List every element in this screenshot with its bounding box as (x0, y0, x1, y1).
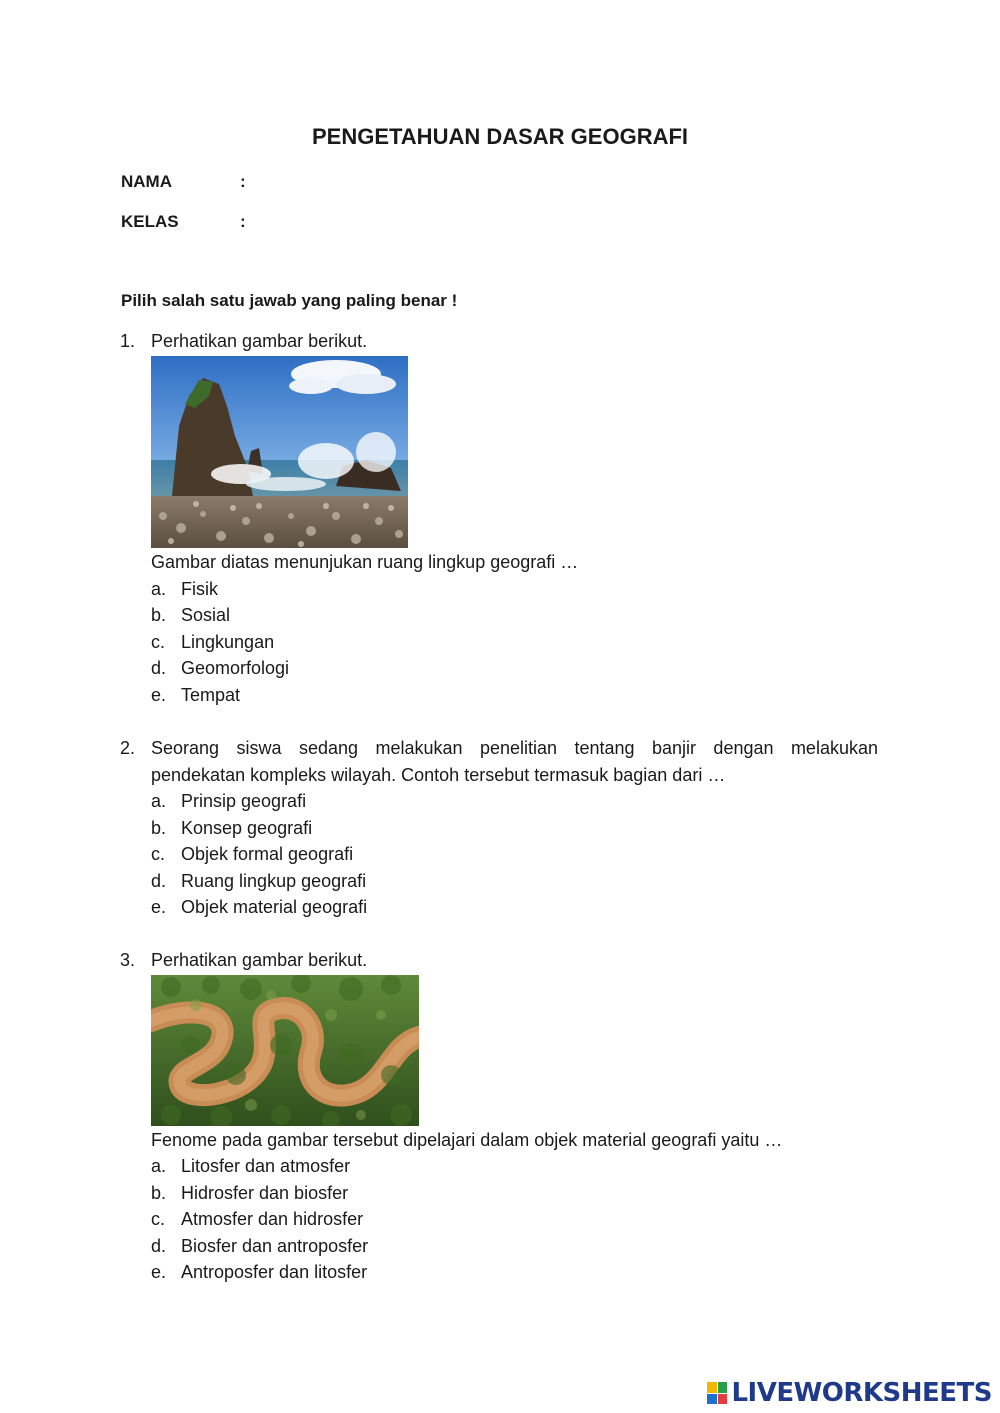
option-letter: c. (151, 844, 166, 864)
option-letter: a. (151, 1156, 167, 1176)
option-text: Fisik (181, 579, 218, 599)
option-text: Litosfer dan atmosfer (181, 1156, 351, 1176)
liveworksheets-logo-icon (707, 1382, 727, 1404)
option-letter: e. (151, 685, 167, 705)
question-intro: Perhatikan gambar berikut. (151, 950, 368, 970)
option-letter: b. (151, 605, 167, 625)
option-letter: b. (151, 1183, 167, 1203)
question-prompt: Fenome pada gambar tersebut dipelajari dalam objek material geografi yaitu … (151, 1130, 783, 1150)
question-text-line2: pendekatan kompleks wilayah. Contoh tersebut termasuk bagian dari … (151, 765, 726, 785)
option-text: Konsep geografi (181, 818, 313, 838)
name-colon: : (240, 172, 246, 191)
option-letter: a. (151, 579, 167, 599)
question-number: 3. (120, 950, 136, 970)
name-label: NAMA (121, 172, 172, 191)
option-letter: c. (151, 1209, 166, 1229)
option-letter: e. (151, 897, 167, 917)
question-text-line1: Seorang siswa sedang melakukan penelitian tentang banjir dengan melakukan (151, 738, 878, 758)
option-text: Tempat (181, 685, 241, 705)
question-number: 2. (120, 738, 136, 758)
option-text: Lingkungan (181, 632, 275, 652)
meandering-river-image (151, 975, 419, 1126)
option-text: Biosfer dan antroposfer (181, 1236, 369, 1256)
brand-name: LIVEWORKSHEETS (731, 1378, 992, 1408)
option-text: Objek formal geografi (181, 844, 354, 864)
class-label: KELAS (121, 212, 179, 231)
option-text: Sosial (181, 605, 231, 625)
question-number: 1. (120, 331, 136, 351)
question-prompt: Gambar diatas menunjukan ruang lingkup geografi … (151, 552, 579, 572)
option-text: Geomorfologi (181, 658, 290, 678)
option-letter: d. (151, 1236, 167, 1256)
option-letter: a. (151, 791, 167, 811)
option-letter: d. (151, 871, 167, 891)
option-text: Atmosfer dan hidrosfer (181, 1209, 364, 1229)
page-title: PENGETAHUAN DASAR GEOGRAFI (311, 124, 689, 149)
option-letter: e. (151, 1262, 167, 1282)
class-colon: : (240, 212, 246, 231)
option-text: Prinsip geografi (181, 791, 307, 811)
instruction: Pilih salah satu jawab yang paling benar ! (121, 291, 458, 310)
liveworksheets-logo (707, 1378, 992, 1408)
rocky-coast-image (151, 356, 408, 548)
option-letter: b. (151, 818, 167, 838)
option-text: Antroposfer dan litosfer (181, 1262, 368, 1282)
option-text: Objek material geografi (181, 897, 368, 917)
option-letter: c. (151, 632, 166, 652)
option-letter: d. (151, 658, 167, 678)
option-text: Hidrosfer dan biosfer (181, 1183, 349, 1203)
option-text: Ruang lingkup geografi (181, 871, 367, 891)
question-intro: Perhatikan gambar berikut. (151, 331, 368, 351)
